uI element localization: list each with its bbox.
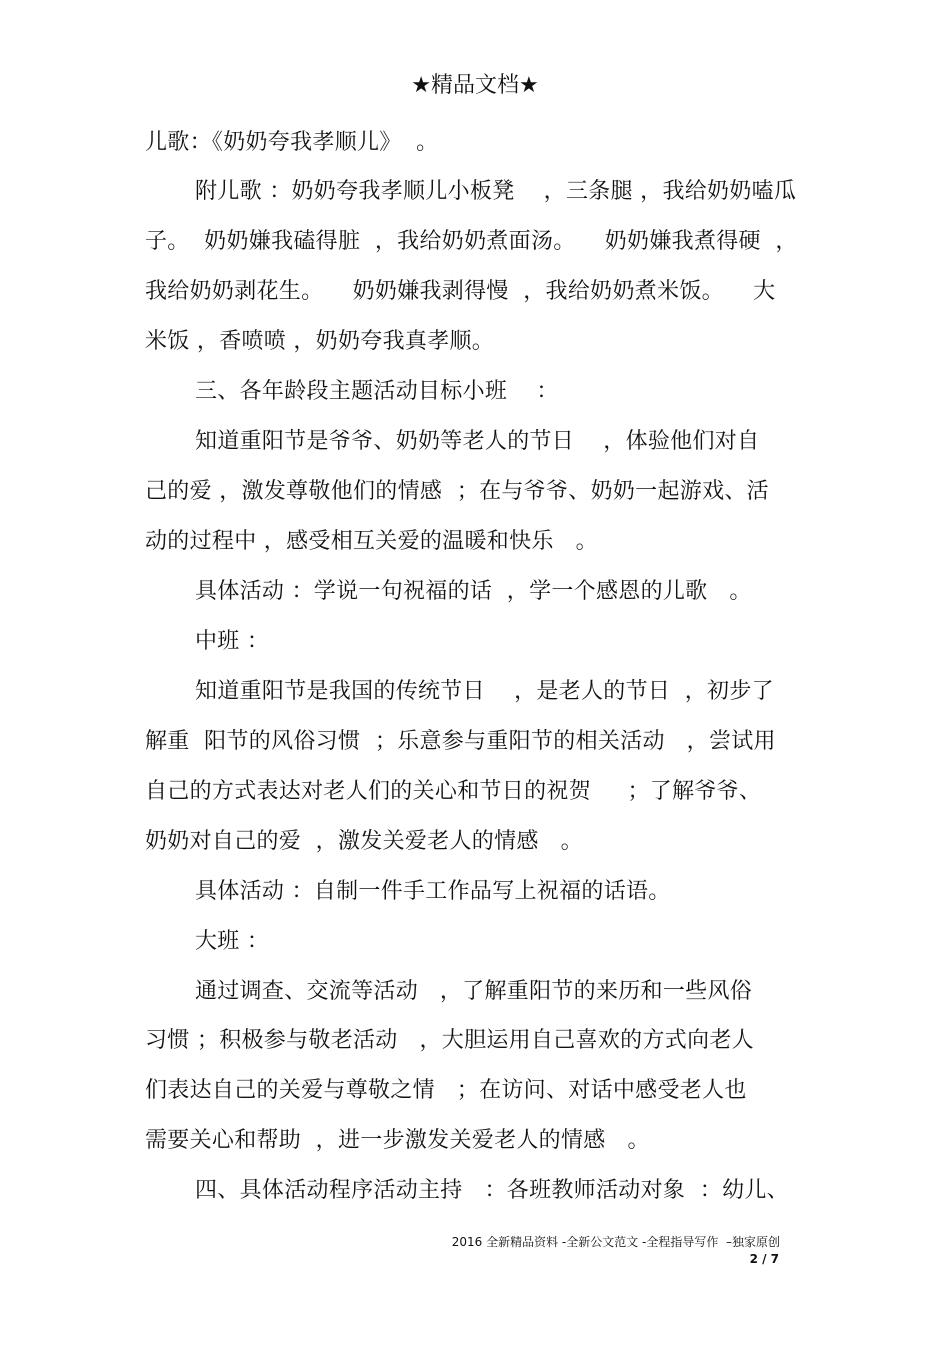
text-line: 具体活动 ：自制一件手工作品写上祝福的话语。 xyxy=(195,879,671,904)
text-line: 知道重阳节是我国的传统节日 ，是老人的节日 ，初步了 xyxy=(195,679,774,704)
text-line: 需要关心和帮助 ，进一步激发关爱老人的情感 。 xyxy=(145,1128,650,1153)
text-line: 子。 奶奶嫌我磕得脏 ，我给奶奶煮面汤。 奶奶嫌我煮得硬 ， xyxy=(145,229,798,254)
text-line: 解重 阳节的风俗习惯 ；乐意参与重阳节的相关活动 ，尝试用 xyxy=(145,729,776,754)
text-line: 习惯 ；积极参与敬老活动 ，大胆运用自己喜欢的方式向老人 xyxy=(145,1028,754,1053)
text-line: 具体活动 ：学说一句祝福的话 ，学一个感恩的儿歌 。 xyxy=(195,579,752,604)
text-line: 附儿歌 ：奶奶夸我孝顺儿小板凳 ，三条腿 ，我给奶奶嗑瓜 xyxy=(195,179,797,204)
text-line: 三、各年龄段主题活动目标小班 ： xyxy=(195,379,559,404)
text-line: 大班 ： xyxy=(195,929,270,954)
text-line: 米饭 ，香喷喷 ，奶奶夸我真孝顺。 xyxy=(145,329,495,354)
text-line: 们表达自己的关爱与尊敬之情 ；在访问、对话中感受老人也 xyxy=(145,1078,747,1103)
text-line: 奶奶对自己的爱 ，激发关爱老人的情感 。 xyxy=(145,829,583,854)
text-line: 中班 ： xyxy=(195,629,270,654)
footer-text: 2016 全新精品资料 -全新公文范文 -全程指导写作 –独家原创 xyxy=(451,1235,780,1249)
text-line: 自己的方式表达对老人们的关心和节日的祝贺 ；了解爷爷、 xyxy=(145,779,762,804)
text-line: 知道重阳节是爷爷、奶奶等老人的节日 ，体验他们对自 xyxy=(195,429,760,454)
text-line: 我给奶奶剥花生。 奶奶嫌我剥得慢 ，我给奶奶煮米饭。 大 xyxy=(145,279,776,304)
text-line: 通过调查、交流等活动 ，了解重阳节的来历和一些风俗 xyxy=(195,979,753,1004)
text-line: 四、具体活动程序活动主持 ：各班教师活动对象 ：幼儿、 xyxy=(195,1178,789,1203)
text-line: 己的爱 ，激发尊敬他们的情感 ；在与爷爷、奶奶一起游戏、活 xyxy=(145,479,769,504)
text-line: 儿歌：《奶奶夸我孝顺儿》 。 xyxy=(145,130,439,155)
text-line: 动的过程中 ，感受相互关爱的温暖和快乐 。 xyxy=(145,529,598,554)
page-number: 2 / 7 xyxy=(749,1252,779,1266)
page-header: ★精品文档★ xyxy=(411,73,539,98)
